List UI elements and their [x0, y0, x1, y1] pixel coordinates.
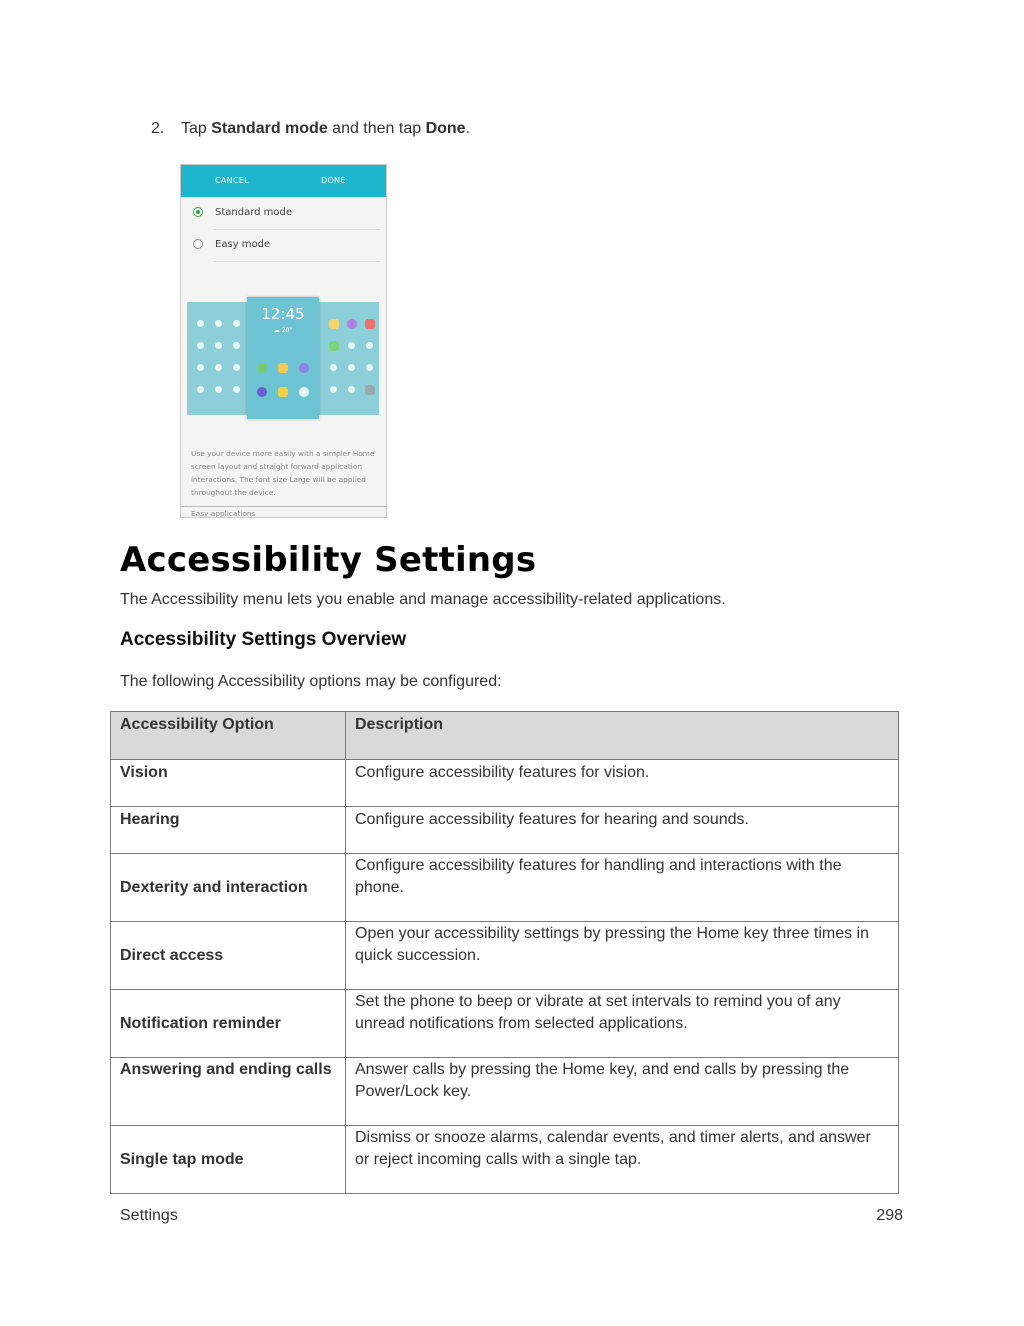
home-screen-preview [187, 297, 379, 417]
contact-icon [215, 342, 222, 349]
phone-option-easy [193, 239, 270, 250]
camera-app-icon [257, 387, 267, 397]
messages-app-icon [278, 363, 288, 373]
preview-left-panel [187, 302, 249, 415]
step-bold-done: Done [425, 120, 466, 137]
lead-paragraph: The following Accessibility options may be configured: [120, 673, 502, 690]
phone-option-label: Easy mode [215, 239, 271, 250]
step-instruction [151, 120, 470, 138]
step-number: 2. [151, 120, 165, 137]
app-icon [348, 364, 355, 371]
app-icon [365, 319, 375, 329]
phone-cancel-button: CANCEL [215, 176, 249, 185]
contact-icon [197, 386, 204, 393]
app-icon [329, 341, 339, 351]
option-description: Dismiss or snooze alarms, calendar events, and timer alerts, and answer or reject incoming calls with a single tap. [346, 1126, 899, 1194]
table-row [111, 922, 899, 990]
phone-option-standard [193, 207, 292, 218]
column-header-option: Accessibility Option [111, 712, 346, 760]
option-name: Direct access [111, 922, 346, 990]
app-icon [366, 364, 373, 371]
option-name: Dexterity and interaction [111, 854, 346, 922]
phone-app-icon [257, 363, 267, 373]
app-icon [348, 386, 355, 393]
option-description: Configure accessibility features for hearing and sounds. [346, 807, 899, 854]
radio-selected-icon [193, 207, 203, 217]
divider [181, 506, 386, 507]
footer-section-name: Settings [120, 1207, 178, 1224]
table-header-row [111, 712, 899, 760]
contact-icon [197, 320, 204, 327]
step-text: Tap [181, 120, 212, 137]
contact-icon [233, 320, 240, 327]
phone-action-bar [181, 165, 386, 197]
phone-mode-description: Use your device more easily with a simpler Home screen layout and straight forward application interactions. The font size Large will be applied throughout the device. [191, 449, 375, 497]
column-header-description: Description [346, 712, 899, 760]
clock-widget: 12:45 [261, 305, 305, 323]
intro-paragraph: The Accessibility menu lets you enable and manage accessibility-related applications. [120, 591, 726, 608]
internet-app-icon [299, 363, 309, 373]
gallery-app-icon [278, 387, 288, 397]
contact-icon [215, 320, 222, 327]
phone-option-label: Standard mode [215, 207, 293, 218]
app-icon [348, 342, 355, 349]
option-name: Single tap mode [111, 1126, 346, 1194]
table-row [111, 990, 899, 1058]
page-heading: Accessibility Settings [120, 540, 537, 580]
contact-icon [233, 386, 240, 393]
app-icon [347, 319, 357, 329]
phone-cut-label: Easy applications [191, 509, 256, 518]
table-row [111, 1058, 899, 1126]
app-icon [365, 385, 375, 395]
preview-center-panel [247, 297, 319, 419]
option-description: Set the phone to beep or vibrate at set intervals to remind you of any unread notifications from selected applications. [346, 990, 899, 1058]
contact-icon [197, 364, 204, 371]
table-row [111, 760, 899, 807]
apps-icon [299, 387, 309, 397]
contact-icon [233, 342, 240, 349]
step-text: and then tap [327, 120, 426, 137]
option-name: Answering and ending calls [111, 1058, 346, 1126]
app-icon [330, 364, 337, 371]
preview-right-panel [317, 302, 379, 415]
divider [213, 261, 380, 262]
step-bold-standard-mode: Standard mode [211, 120, 328, 137]
option-name: Notification reminder [111, 990, 346, 1058]
section-heading: Accessibility Settings Overview [120, 629, 407, 650]
weather-widget: ☁ 20° [273, 327, 293, 334]
phone-screenshot [180, 164, 387, 518]
footer-page-number: 298 [876, 1207, 903, 1224]
contact-icon [197, 342, 204, 349]
option-description: Configure accessibility features for handling and interactions with the phone. [346, 854, 899, 922]
table-row [111, 854, 899, 922]
contact-icon [233, 364, 240, 371]
option-name: Vision [111, 760, 346, 807]
option-description: Open your accessibility settings by pressing the Home key three times in quick succession. [346, 922, 899, 990]
app-icon [366, 342, 373, 349]
app-icon [330, 386, 337, 393]
contact-icon [215, 364, 222, 371]
phone-done-button: DONE [321, 176, 346, 185]
divider [213, 229, 380, 230]
accessibility-options-table [110, 711, 899, 1194]
radio-unselected-icon [193, 239, 203, 249]
option-name: Hearing [111, 807, 346, 854]
table-row [111, 807, 899, 854]
contact-icon [215, 386, 222, 393]
app-icon [329, 319, 339, 329]
option-description: Answer calls by pressing the Home key, and end calls by pressing the Power/Lock key. [346, 1058, 899, 1126]
step-text: . [465, 120, 471, 137]
option-description: Configure accessibility features for vision. [346, 760, 899, 807]
table-row [111, 1126, 899, 1194]
